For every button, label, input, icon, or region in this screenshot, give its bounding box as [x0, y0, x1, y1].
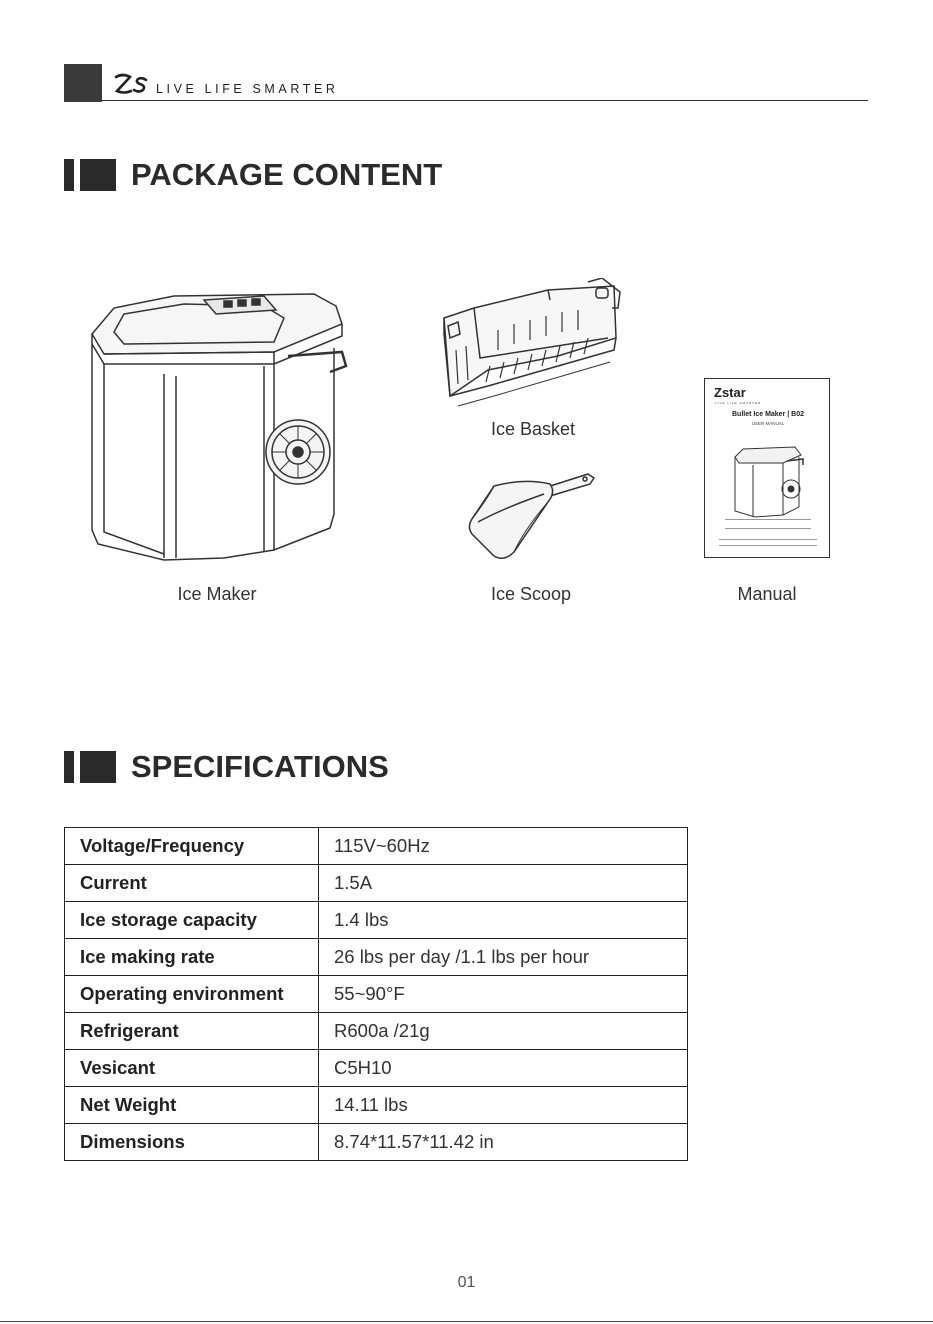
table-row	[65, 976, 688, 1013]
spec-label: Refrigerant	[65, 1013, 319, 1050]
brand-logo-icon	[114, 72, 150, 96]
footer-divider	[0, 1321, 933, 1322]
heading-marker	[64, 751, 74, 783]
header-accent-block	[64, 64, 102, 102]
brand-tagline: LIVE LIFE SMARTER	[156, 82, 339, 96]
spec-label: Net Weight	[65, 1087, 319, 1124]
ice-maker-illustration-icon	[84, 282, 352, 564]
spec-label: Vesicant	[65, 1050, 319, 1087]
specifications-table	[64, 827, 688, 1161]
spec-value: 1.4 lbs	[319, 902, 688, 939]
caption-manual: Manual	[737, 584, 797, 604]
ice-basket-illustration-icon	[438, 278, 624, 414]
heading-marker	[80, 751, 116, 783]
page-header	[64, 64, 868, 102]
manual-illustration	[704, 378, 830, 558]
spec-label: Operating environment	[65, 976, 319, 1013]
table-row	[65, 865, 688, 902]
table-row	[65, 1050, 688, 1087]
table-row	[65, 828, 688, 865]
manual-brand: Zstar	[714, 385, 746, 400]
heading-marker	[64, 159, 74, 191]
page-number: 01	[457, 1274, 476, 1291]
heading-marker	[80, 159, 116, 191]
manual-fine-print	[725, 519, 811, 529]
manual-ice-maker-icon	[731, 443, 807, 519]
spec-value: 26 lbs per day /1.1 lbs per hour	[319, 939, 688, 976]
header-divider	[102, 100, 868, 101]
manual-brand-tagline: LIVE LIFE SMARTER	[715, 401, 762, 405]
manual-subtitle: USER MANUAL	[751, 421, 785, 426]
spec-value: C5H10	[319, 1050, 688, 1087]
table-row	[65, 1124, 688, 1161]
spec-value: 115V~60Hz	[319, 828, 688, 865]
spec-label: Ice making rate	[65, 939, 319, 976]
spec-label: Ice storage capacity	[65, 902, 319, 939]
section-title: SPECIFICATIONS	[131, 749, 389, 784]
table-row	[65, 939, 688, 976]
ice-scoop-illustration-icon	[464, 472, 596, 562]
spec-value: 1.5A	[319, 865, 688, 902]
caption-ice-maker: Ice Maker	[177, 584, 257, 604]
spec-value: 8.74*11.57*11.42 in	[319, 1124, 688, 1161]
spec-label: Current	[65, 865, 319, 902]
table-row	[65, 1087, 688, 1124]
section-title: PACKAGE CONTENT	[131, 157, 443, 192]
spec-label: Voltage/Frequency	[65, 828, 319, 865]
table-row	[65, 902, 688, 939]
caption-ice-basket: Ice Basket	[490, 419, 576, 439]
manual-fine-print	[719, 539, 817, 546]
spec-value: 55~90°F	[319, 976, 688, 1013]
caption-ice-scoop: Ice Scoop	[490, 584, 572, 604]
spec-value: R600a /21g	[319, 1013, 688, 1050]
spec-label: Dimensions	[65, 1124, 319, 1161]
spec-value: 14.11 lbs	[319, 1087, 688, 1124]
table-row	[65, 1013, 688, 1050]
manual-title: Bullet Ice Maker | B02	[732, 411, 804, 418]
